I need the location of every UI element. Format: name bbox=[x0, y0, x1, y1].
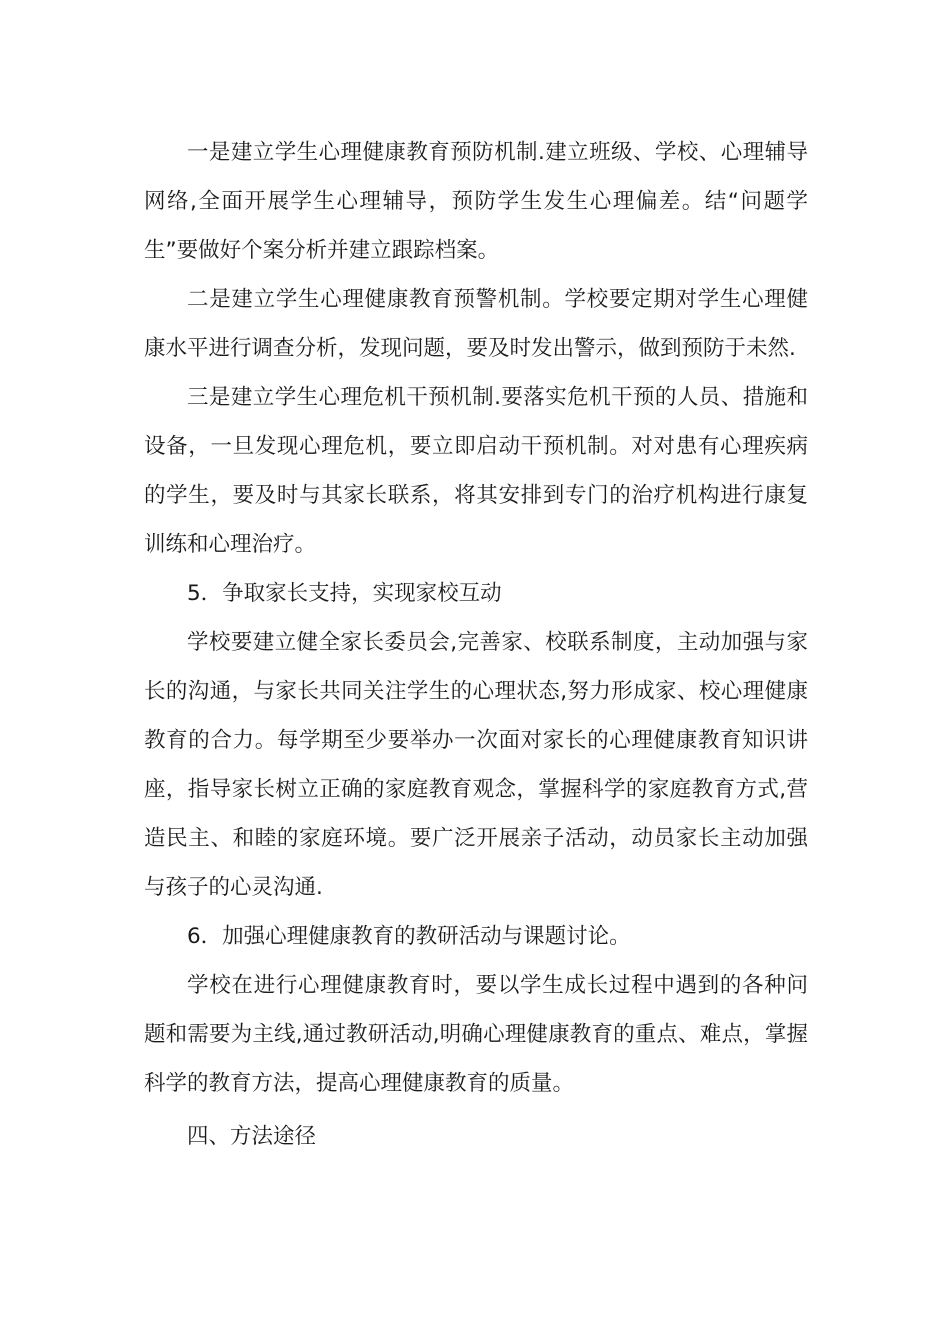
paragraph-prevention-mechanism: 一是建立学生心理健康教育预防机制.建立班级、学校、心理辅导网络,全面开展学生心理辅导，预防学生发生心理偏差。结“问题学生”要做好个案分析并建立跟踪档案。 bbox=[144, 140, 808, 263]
paragraph-warning-mechanism: 二是建立学生心理健康教育预警机制。学校要定期对学生心理健康水平进行调查分析，发现问题，要及时发出警示，做到预防于未然. bbox=[144, 287, 808, 361]
section-heading-methods: 四、方法途径 bbox=[187, 1124, 317, 1149]
paragraph-research-activities: 学校在进行心理健康教育时，要以学生成长过程中遇到的各种问题和需要为主线,通过教研活动,明确心理健康教育的重点、难点，掌握科学的教育方法，提高心理健康教育的质量。 bbox=[144, 973, 808, 1096]
paragraph-parent-committee: 学校要建立健全家长委员会,完善家、校联系制度，主动加强与家长的沟通，与家长共同关注学生的心理状态,努力形成家、校心理健康教育的合力。每学期至少要举办一次面对家长的心理健康教育知识讲座，指导家长树立正确的家庭教育观念，掌握科学的家庭教育方式,营造民主、和睦的家庭环境。要广泛开展亲子活动，动员家长主动加强与孩子的心灵沟通. bbox=[144, 630, 808, 900]
document-body bbox=[144, 128, 808, 1161]
paragraph-crisis-intervention: 三是建立学生心理危机干预机制.要落实危机干预的人员、措施和设备，一旦发现心理危机，要立即启动干预机制。对对患有心理疾病的学生，要及时与其家长联系，将其安排到专门的治疗机构进行康复训练和心理治疗。 bbox=[144, 385, 808, 557]
section-heading-parent-support: 5．争取家长支持，实现家校互动 bbox=[187, 581, 502, 606]
section-heading-research-activities: 6．加强心理健康教育的教研活动与课题讨论。 bbox=[187, 924, 631, 949]
